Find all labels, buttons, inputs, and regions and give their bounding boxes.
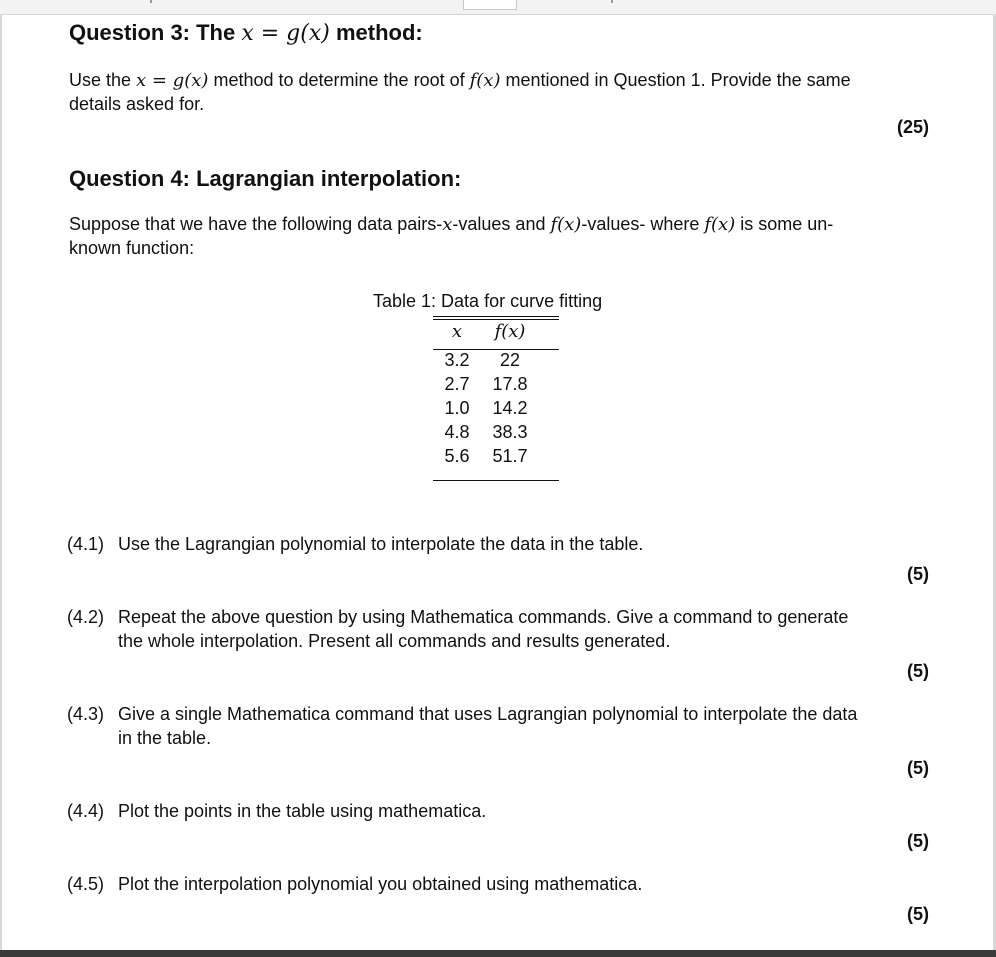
q3-heading: Question 3: The x = g(x) method: (69, 20, 423, 46)
table-top-rule-double (433, 319, 559, 320)
subq-text-4-2-line-2: the whole interpolation. Present all commands and results generated. (118, 631, 671, 651)
table-caption: Table 1: Data for curve fitting (373, 291, 603, 311)
table-cell-x: 3.2 (444, 350, 470, 370)
q3-text-line-1: Use the x = g(x) method to determine the root of f(x) mentioned in Question 1. Provide the same (69, 70, 851, 91)
subq-marks-4-1: (5) (907, 564, 929, 584)
table-cell-fx: 17.8 (492, 374, 528, 394)
table-cell-x: 2.7 (444, 374, 470, 394)
table-header-x: x (451, 321, 463, 342)
subq-marks-4-2: (5) (907, 661, 929, 681)
table-top-rule (433, 316, 559, 317)
subq-text-4-4: Plot the points in the table using mathematica. (118, 801, 487, 821)
subq-text-4-2-line-1: Repeat the above question by using Mathematica commands. Give a command to generate (118, 607, 849, 627)
table-cell-fx: 22 (499, 350, 521, 370)
subq-number-4-1: (4.1) (67, 534, 105, 554)
subq-text-4-3-line-1: Give a single Mathematica command that uses Lagrangian polynomial to interpolate the data (118, 704, 858, 724)
subq-text-4-1: Use the Lagrangian polynomial to interpolate the data in the table. (118, 534, 644, 554)
table-cell-fx: 38.3 (492, 422, 528, 442)
top-mark (150, 0, 152, 3)
subq-number-4-4: (4.4) (67, 801, 105, 821)
table-cell-x: 4.8 (444, 422, 470, 442)
table-bottom-rule (433, 480, 559, 481)
subq-text-4-5: Plot the interpolation polynomial you obtained using mathematica. (118, 874, 643, 894)
table-cell-fx: 51.7 (492, 446, 528, 466)
table-cell-x: 5.6 (444, 446, 470, 466)
viewer-tab[interactable] (463, 0, 517, 10)
top-mark (611, 0, 613, 3)
subq-marks-4-4: (5) (907, 831, 929, 851)
table-cell-fx: 14.2 (492, 398, 528, 418)
q4-text-line-2: known function: (69, 238, 195, 258)
subq-number-4-2: (4.2) (67, 607, 105, 627)
table-cell-x: 1.0 (444, 398, 470, 418)
q4-text-line-1: Suppose that we have the following data pairs-x-values and f(x)-values- where f(x) is some un- (69, 214, 834, 235)
q3-marks: (25) (896, 117, 929, 137)
q3-text-line-2: details asked for. (69, 94, 205, 114)
subq-marks-4-5: (5) (907, 904, 929, 924)
viewer-top-bar (0, 0, 996, 15)
table-header-fx: f(x) (494, 321, 526, 342)
subq-marks-4-3: (5) (907, 758, 929, 778)
subq-number-4-3: (4.3) (67, 704, 105, 724)
subq-text-4-3-line-2: in the table. (118, 728, 212, 748)
viewer-bottom-bar (0, 950, 996, 957)
q4-heading: Question 4: Lagrangian interpolation: (69, 166, 462, 191)
document-page (0, 14, 996, 951)
subq-number-4-5: (4.5) (67, 874, 105, 894)
